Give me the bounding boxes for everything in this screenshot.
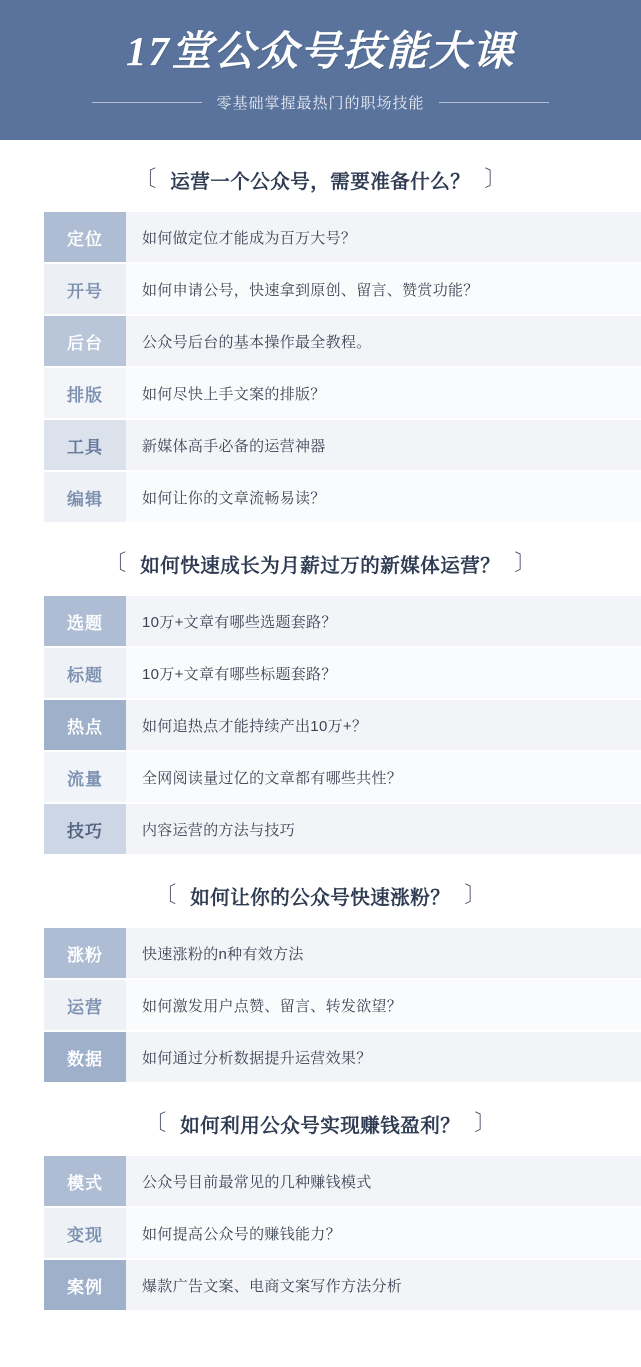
row-description: 公众号目前最常见的几种赚钱模式 [126, 1156, 641, 1206]
row-description: 快速涨粉的n种有效方法 [126, 928, 641, 978]
list-item[interactable] [0, 316, 641, 366]
row-description: 如何申请公号，快速拿到原创、留言、赞赏功能？ [126, 264, 641, 314]
section-4-rows [0, 1156, 641, 1310]
bracket-left-icon: 〔 [104, 550, 127, 575]
section-3-heading-text: 如何让你的公众号快速涨粉？ [190, 887, 451, 909]
list-item[interactable] [0, 1208, 641, 1258]
row-tag: 模式 [44, 1156, 126, 1206]
page-title: 17堂公众号技能大课 [126, 28, 515, 74]
row-description: 如何追热点才能持续产出10万+？ [126, 700, 641, 750]
section-3 [0, 856, 641, 1082]
section-4 [0, 1084, 641, 1338]
list-item[interactable] [0, 472, 641, 522]
bracket-left-icon: 〔 [154, 882, 177, 907]
section-2-heading-text: 如何快速成长为月薪过万的新媒体运营？ [140, 555, 501, 577]
row-tag: 流量 [44, 752, 126, 802]
list-item[interactable] [0, 928, 641, 978]
list-item[interactable] [0, 420, 641, 470]
row-description: 10万+文章有哪些选题套路？ [126, 596, 641, 646]
bracket-right-icon: 〕 [514, 550, 537, 575]
row-description: 内容运营的方法与技巧 [126, 804, 641, 854]
row-description: 如何尽快上手文案的排版？ [126, 368, 641, 418]
row-tag: 运营 [44, 980, 126, 1030]
bottom-spacer [0, 1312, 641, 1338]
row-description: 新媒体高手必备的运营神器 [126, 420, 641, 470]
row-description: 公众号后台的基本操作最全教程。 [126, 316, 641, 366]
row-tag: 案例 [44, 1260, 126, 1310]
row-tag: 标题 [44, 648, 126, 698]
bracket-right-icon: 〕 [474, 1110, 497, 1135]
row-description: 如何通过分析数据提升运营效果？ [126, 1032, 641, 1082]
list-item[interactable] [0, 1260, 641, 1310]
row-description: 10万+文章有哪些标题套路？ [126, 648, 641, 698]
list-item[interactable] [0, 212, 641, 262]
bracket-left-icon: 〔 [134, 166, 157, 191]
section-4-title [0, 1110, 641, 1138]
row-description: 如何做定位才能成为百万大号？ [126, 212, 641, 262]
list-item[interactable] [0, 752, 641, 802]
row-tag: 涨粉 [44, 928, 126, 978]
row-tag: 变现 [44, 1208, 126, 1258]
divider-right [439, 102, 549, 103]
row-tag: 后台 [44, 316, 126, 366]
row-description: 如何让你的文章流畅易读？ [126, 472, 641, 522]
poster-header [0, 0, 641, 140]
row-tag: 工具 [44, 420, 126, 470]
list-item[interactable] [0, 1156, 641, 1206]
row-tag: 开号 [44, 264, 126, 314]
row-tag: 选题 [44, 596, 126, 646]
bracket-right-icon: 〕 [464, 882, 487, 907]
list-item[interactable] [0, 368, 641, 418]
list-item[interactable] [0, 596, 641, 646]
section-1-title [0, 166, 641, 194]
list-item[interactable] [0, 804, 641, 854]
row-description: 如何提高公众号的赚钱能力？ [126, 1208, 641, 1258]
section-2-rows [0, 596, 641, 854]
row-description: 爆款广告文案、电商文案写作方法分析 [126, 1260, 641, 1310]
row-tag: 编辑 [44, 472, 126, 522]
row-tag: 热点 [44, 700, 126, 750]
list-item[interactable] [0, 648, 641, 698]
list-item[interactable] [0, 264, 641, 314]
section-3-rows [0, 928, 641, 1082]
row-tag: 定位 [44, 212, 126, 262]
row-tag: 排版 [44, 368, 126, 418]
page-subtitle: 零基础掌握最热门的职场技能 [216, 95, 425, 112]
bracket-left-icon: 〔 [144, 1110, 167, 1135]
section-1-heading-text: 运营一个公众号，需要准备什么？ [170, 171, 471, 193]
section-1 [0, 140, 641, 522]
row-tag: 技巧 [44, 804, 126, 854]
divider-left [92, 102, 202, 103]
list-item[interactable] [0, 700, 641, 750]
section-1-rows [0, 212, 641, 522]
section-4-heading-text: 如何利用公众号实现赚钱盈利？ [180, 1115, 461, 1137]
subtitle-row [0, 92, 641, 113]
bracket-right-icon: 〕 [484, 166, 507, 191]
section-2-title [0, 550, 641, 578]
list-item[interactable] [0, 1032, 641, 1082]
list-item[interactable] [0, 980, 641, 1030]
row-tag: 数据 [44, 1032, 126, 1082]
row-description: 如何激发用户点赞、留言、转发欲望？ [126, 980, 641, 1030]
row-description: 全网阅读量过亿的文章都有哪些共性？ [126, 752, 641, 802]
section-3-title [0, 882, 641, 910]
section-2 [0, 524, 641, 854]
